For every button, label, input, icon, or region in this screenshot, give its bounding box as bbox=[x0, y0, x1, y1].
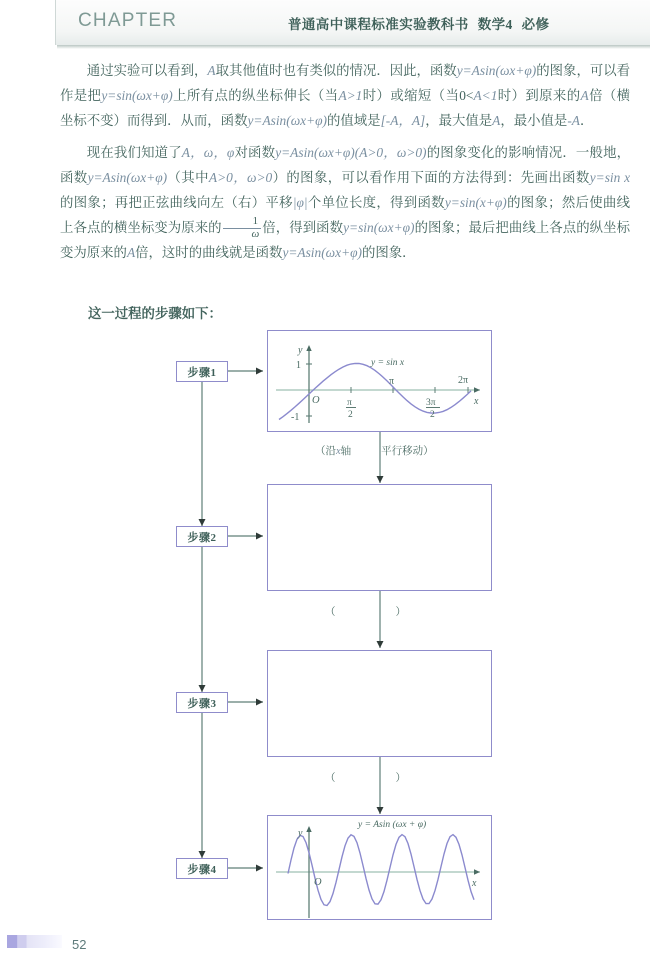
p2-seg12: 的图象． bbox=[361, 245, 416, 261]
p2-seg2: 对函数 bbox=[234, 145, 276, 160]
p1-math3: y=sin(ωx+φ) bbox=[101, 88, 173, 103]
graph1-equation-label: y = sin x bbox=[371, 358, 405, 368]
svg-text:π: π bbox=[347, 398, 352, 408]
fraction-numerator: 1 bbox=[223, 216, 262, 229]
graph4-x-label: x bbox=[472, 878, 477, 889]
diagram-box-1[interactable] bbox=[267, 330, 492, 432]
svg-text:2: 2 bbox=[348, 410, 353, 420]
p1-seg2: 取其他值时也有类似的情况．因此，函数 bbox=[215, 63, 457, 78]
p2-math8: y=sin(ωx+φ) bbox=[343, 220, 415, 235]
connector-1-tail: 平行移动） bbox=[381, 446, 434, 457]
graph1-y-label: y bbox=[298, 345, 303, 356]
connector-2-tail: ） bbox=[395, 607, 406, 618]
y-axis-arrowhead bbox=[306, 826, 311, 832]
graph1-x-label: x bbox=[474, 396, 479, 407]
p2-math3: y=Asin(ωx+φ) bbox=[87, 170, 168, 185]
connector-3-tail: ） bbox=[395, 773, 406, 784]
p2-math6: |φ| bbox=[292, 195, 308, 210]
p1-math8: [-A，A] bbox=[380, 113, 426, 128]
p2-math7: y=sin(x+φ) bbox=[444, 195, 507, 210]
p2-seg7: 个单位长度，得到函数 bbox=[307, 195, 445, 210]
page-number: 52 bbox=[72, 937, 87, 952]
diagram-box-3-content bbox=[268, 651, 491, 756]
step-box-1[interactable]: 步骤1 bbox=[176, 361, 228, 382]
graph4-equation-label: y = Asin (ωx + φ) bbox=[358, 820, 427, 830]
graph1-origin-label: O bbox=[312, 395, 320, 406]
connector-2-open: （ bbox=[325, 607, 336, 618]
p1-seg10: ，最小值是 bbox=[500, 113, 568, 128]
p1-seg4: 上所有点的纵坐标伸长（当 bbox=[172, 88, 339, 103]
p1-seg7: 倍（横坐标不变）而得到．从而，函数 bbox=[60, 88, 631, 128]
connector-1-open: （沿 bbox=[315, 446, 336, 457]
p1-seg11: ． bbox=[579, 113, 594, 128]
diagram-box-4[interactable] bbox=[267, 815, 492, 920]
graph1-xtick-2pi: 2π bbox=[458, 375, 469, 386]
fraction-denominator: ω bbox=[251, 227, 260, 240]
graph4-y-label: y bbox=[298, 828, 303, 839]
p2-math9: A bbox=[126, 245, 136, 261]
y-axis-arrowhead bbox=[306, 345, 311, 351]
p2-seg6: 的图象；再把正弦曲线向左（右）平移 bbox=[60, 195, 293, 210]
p1-math2: y=Asin(ωx+φ) bbox=[456, 63, 537, 78]
p2-seg9: 倍，得到函数 bbox=[262, 220, 344, 235]
p2-seg11: 倍，这时的曲线就是函数 bbox=[135, 245, 283, 261]
step-box-4[interactable]: 步骤4 bbox=[176, 858, 228, 879]
steps-lead-text: 这一过程的步骤如下： bbox=[88, 306, 222, 321]
p1-seg6: 时）到原来的 bbox=[497, 88, 581, 103]
p2-seg1: 现在我们知道了 bbox=[86, 145, 182, 160]
p1-seg1: 通过实验可以看到， bbox=[86, 63, 208, 78]
x-axis-arrowhead bbox=[474, 869, 480, 875]
step-box-2[interactable]: 步骤2 bbox=[176, 526, 228, 547]
p1-math4: A>1 bbox=[338, 88, 363, 103]
book-title-series: 普通高中课程标准实验教科书 bbox=[288, 17, 469, 32]
p1-seg5: 时）或缩短（当0< bbox=[362, 88, 474, 103]
chapter-word: CHAPTER bbox=[78, 10, 178, 31]
graph1-xtick-3pi-over-2 bbox=[426, 398, 440, 420]
p1-math10: -A bbox=[567, 113, 580, 128]
p1-seg9: ，最大值是 bbox=[425, 113, 493, 128]
graph1-xtick-pi: π bbox=[389, 376, 395, 387]
connector-label-1 bbox=[315, 443, 434, 458]
connector-label-3 bbox=[325, 770, 406, 785]
connector-label-2 bbox=[325, 604, 406, 619]
p2-math5: y=sin x bbox=[589, 170, 631, 185]
p2-math4: A>0，ω>0 bbox=[208, 170, 273, 185]
step-box-3[interactable]: 步骤3 bbox=[176, 692, 228, 713]
connector-1-axis: 轴 bbox=[340, 446, 352, 457]
footer-color-swatch bbox=[7, 935, 62, 948]
graph-a-sin-wx-phi bbox=[268, 816, 490, 918]
p1-math9: A bbox=[492, 113, 501, 128]
connector-1-var: x bbox=[336, 446, 341, 457]
p2-seg10: 的图象；最后把曲线上各点的纵坐标变为原来的 bbox=[60, 220, 631, 261]
p1-math7: y=Asin(ωx+φ) bbox=[247, 113, 328, 128]
diagram-box-3[interactable] bbox=[267, 650, 492, 757]
x-axis-arrowhead bbox=[474, 387, 480, 393]
graph4-origin-label: O bbox=[314, 877, 322, 888]
p1-seg8: 的值域是 bbox=[327, 113, 381, 128]
p2-seg3: 的图象变化的影响情况．一般地，函数 bbox=[60, 145, 631, 185]
diagram-box-2-content bbox=[268, 485, 491, 590]
p1-math5: A<1 bbox=[473, 88, 498, 103]
p2-math10: y=Asin(ωx+φ) bbox=[282, 245, 362, 261]
diagram-box-2[interactable] bbox=[267, 484, 492, 591]
sine-curve bbox=[279, 363, 471, 419]
p2-seg8: 的图象；然后使曲线上各点的横坐标变为原来的 bbox=[60, 195, 631, 235]
p1-seg3: 的图象，可以看作是把 bbox=[60, 63, 631, 103]
book-title-type: 必修 bbox=[521, 17, 550, 32]
connector-3-open: （ bbox=[325, 773, 336, 784]
p2-seg4: （其中 bbox=[167, 170, 209, 185]
p1-math6: A bbox=[580, 88, 589, 103]
graph1-y-tick-top-label: 1 bbox=[296, 360, 301, 371]
graph-sin-x bbox=[268, 331, 490, 430]
p2-math2: y=Asin(ωx+φ)(A>0，ω>0) bbox=[275, 145, 427, 160]
svg-text:3π: 3π bbox=[426, 398, 436, 408]
asin-curve bbox=[288, 835, 474, 906]
p2-math1: A，ω，φ bbox=[181, 145, 235, 160]
graph1-xtick-pi-over-2 bbox=[346, 398, 356, 420]
svg-text:2: 2 bbox=[430, 410, 435, 420]
p1-math1: A bbox=[207, 63, 216, 78]
book-title-subject: 数学4 bbox=[477, 17, 513, 32]
p2-seg5: ）的图象，可以看作用下面的方法得到：先画出函数 bbox=[272, 170, 590, 185]
graph1-y-tick-bottom-label: -1 bbox=[291, 412, 300, 423]
